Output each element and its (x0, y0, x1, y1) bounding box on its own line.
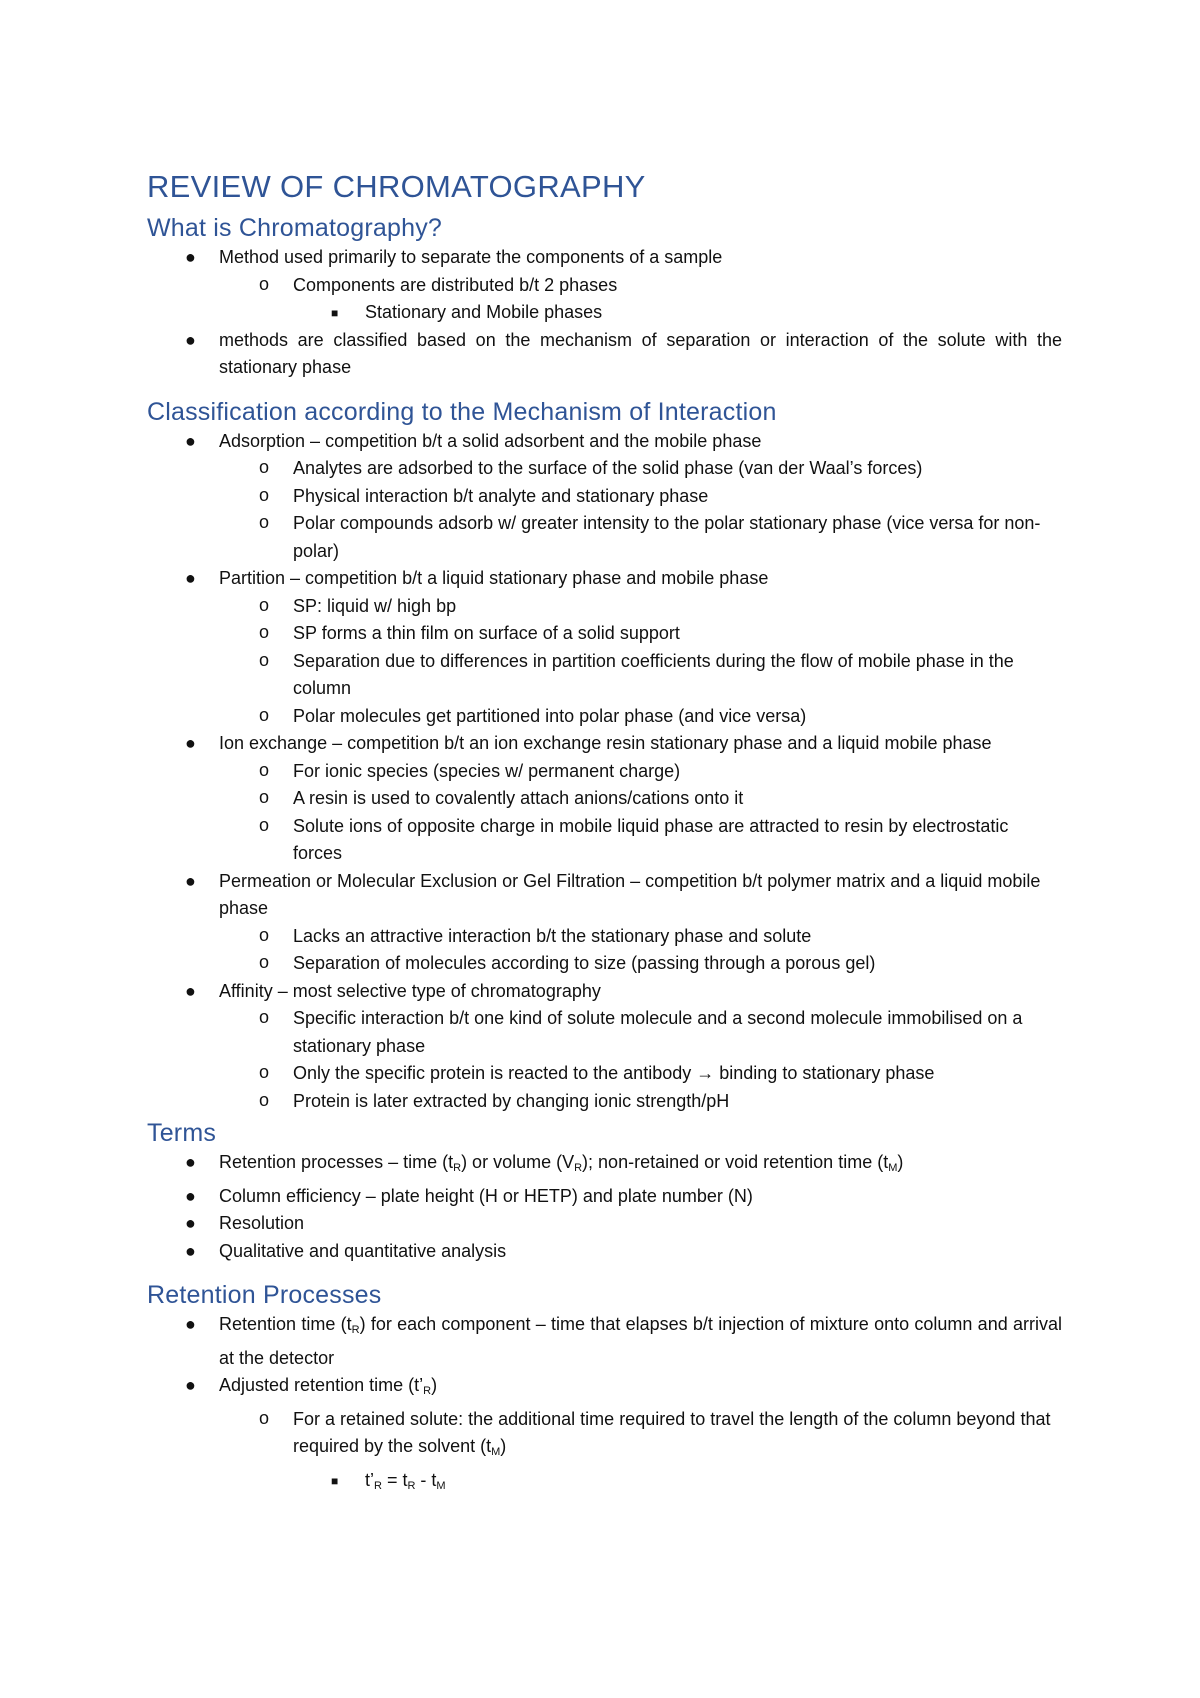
list-item (147, 299, 1062, 327)
list-item (147, 272, 1062, 327)
subscript: R (453, 1162, 462, 1174)
bullet-icon: ● (185, 1213, 196, 1233)
subscript: R (423, 1385, 432, 1397)
bullet-icon: o (259, 1062, 270, 1082)
list-item (147, 1372, 1062, 1500)
heading-classification: Classification according to the Mechanism of Interaction (147, 397, 777, 426)
bullet-icon: ● (185, 733, 196, 753)
heading-retention-processes: Retention Processes (147, 1281, 382, 1309)
bullet-icon: o (259, 814, 270, 835)
bullet-icon: o (259, 952, 270, 972)
item-text: ) (431, 1375, 438, 1395)
subscript: R (351, 1324, 360, 1336)
bullet-icon: o (259, 759, 270, 780)
bullet-icon: o (259, 1089, 270, 1110)
item-text: Retention processes – time (t (219, 1152, 454, 1172)
bullet-icon: o (259, 622, 270, 642)
bullet-icon: o (259, 273, 270, 294)
item-text: A resin is used to covalently attach anions/cations onto it (293, 788, 744, 808)
bullet-icon: o (259, 787, 270, 807)
list-item (147, 703, 1062, 731)
bullet-icon: ● (185, 329, 196, 350)
bullet-icon: o (259, 594, 270, 615)
square-bullet-icon: ■ (331, 1473, 339, 1488)
list-item (147, 244, 1062, 327)
subscript: M (491, 1446, 501, 1458)
subscript: R (574, 1162, 583, 1174)
item-text: Method used primarily to separate the components of a sample (219, 247, 723, 267)
item-text: Ion exchange – competition b/t an ion exchange resin stationary phase and a liquid mobile phase (219, 733, 992, 753)
item-text: Adjusted retention time (t’ (219, 1375, 424, 1395)
list-item (147, 1149, 1062, 1183)
list-item (147, 455, 1062, 483)
list-item (147, 813, 1062, 868)
bullet-icon: ● (185, 1240, 196, 1261)
document-page (147, 168, 1062, 1500)
item-text: Polar molecules get partitioned into polar phase (and vice versa) (293, 705, 807, 726)
item-text: Lacks an attractive interaction b/t the stationary phase and solute (293, 925, 812, 946)
arrow-right-icon: → (696, 1063, 715, 1083)
formula-text: t’ (365, 1469, 374, 1490)
heading-what-is-chromatography: What is Chromatography? (147, 214, 443, 242)
item-text: Components are distributed b/t 2 phases (293, 274, 618, 295)
item-text: Resolution (219, 1213, 305, 1233)
list-what-is (147, 244, 1062, 382)
item-text: Column efficiency – plate height (H or HETP) and plate number (N) (219, 1185, 753, 1206)
item-text: Retention time (t (219, 1314, 352, 1334)
item-text: Adsorption – competition b/t a solid adsorbent and the mobile phase (219, 430, 762, 451)
list-item (147, 868, 1062, 978)
list-item (147, 1238, 1062, 1266)
list-item (147, 1060, 1062, 1088)
list-item (147, 923, 1062, 951)
item-text: For ionic species (species w/ permanent charge) (293, 760, 681, 781)
item-text: SP forms a thin film on surface of a solid support (293, 623, 680, 643)
item-text: Permeation or Molecular Exclusion or Gel Filtration – competition b/t polymer matrix and a liquid mobile phase (219, 870, 1041, 918)
list-item (147, 510, 1062, 565)
bullet-icon: o (259, 649, 270, 670)
list-item (147, 1088, 1062, 1116)
item-text: Stationary and Mobile phases (365, 302, 603, 322)
bullet-icon: ● (185, 430, 196, 451)
item-text: ) (897, 1152, 904, 1172)
item-text: ) or volume (V (461, 1152, 575, 1172)
formula-text: = t (381, 1469, 408, 1490)
bullet-icon: ● (185, 568, 196, 588)
bullet-icon: o (259, 704, 270, 725)
heading-terms: Terms (147, 1119, 217, 1147)
list-terms (147, 1149, 1062, 1265)
list-item (147, 620, 1062, 648)
subscript: M (888, 1162, 898, 1174)
list-item (147, 758, 1062, 786)
list-item (147, 1311, 1062, 1372)
bullet-icon: ● (185, 980, 196, 1001)
list-item (147, 1406, 1062, 1501)
item-text: Separation due to differences in partition coefficients during the flow of mobile phase in the column (293, 650, 1014, 698)
formula-text: - t (415, 1469, 437, 1490)
list-item (147, 327, 1062, 382)
list-item (147, 1005, 1062, 1060)
bullet-icon: ● (185, 1375, 196, 1395)
list-item (147, 1467, 1062, 1501)
item-text: Physical interaction b/t analyte and stationary phase (293, 485, 709, 506)
bullet-icon: o (259, 1407, 270, 1428)
bullet-icon: ● (185, 1314, 196, 1334)
item-text: Separation of molecules according to size (passing through a porous gel) (293, 953, 876, 973)
subscript: M (436, 1479, 446, 1492)
list-item (147, 428, 1062, 566)
bullet-icon: ● (185, 870, 196, 891)
list-retention (147, 1311, 1062, 1500)
item-text: binding to stationary phase (719, 1063, 935, 1083)
item-text: methods are classified based on the mechanism of separation or interaction of the solute with the stationary phase (219, 329, 1062, 377)
square-bullet-icon: ■ (331, 306, 339, 320)
list-item (147, 1183, 1062, 1211)
list-item (147, 593, 1062, 621)
item-text: ) for each component – time that elapses b/t injection of mixture onto column and arrival at the detector (219, 1314, 1062, 1368)
list-item (147, 785, 1062, 813)
item-text: Protein is later extracted by changing ionic strength/pH (293, 1090, 730, 1111)
bullet-icon: ● (185, 1185, 196, 1206)
item-text: Polar compounds adsorb w/ greater intensity to the polar stationary phase (vice versa for non-polar) (293, 513, 1041, 561)
bullet-icon: o (259, 512, 270, 532)
bullet-icon: ● (185, 247, 196, 267)
list-item (147, 950, 1062, 978)
list-classification (147, 428, 1062, 1116)
list-item (147, 1210, 1062, 1238)
item-text: Partition – competition b/t a liquid stationary phase and mobile phase (219, 568, 769, 588)
bullet-icon: ● (185, 1152, 196, 1172)
item-text: ); non-retained or void retention time (t (582, 1152, 889, 1172)
bullet-icon: o (259, 1007, 270, 1027)
bullet-icon: o (259, 484, 270, 505)
document-title: REVIEW OF CHROMATOGRAPHY (147, 169, 646, 204)
formula (365, 1470, 446, 1490)
list-item (147, 565, 1062, 730)
item-text: Affinity – most selective type of chromatography (219, 980, 601, 1001)
list-item (147, 730, 1062, 868)
list-item (147, 648, 1062, 703)
item-text: ) (500, 1436, 507, 1456)
item-text: Solute ions of opposite charge in mobile liquid phase are attracted to resin by electrostatic forces (293, 815, 1009, 863)
item-text: Only the specific protein is reacted to the antibody (293, 1063, 692, 1083)
subscript: R (407, 1479, 416, 1492)
bullet-icon: o (259, 457, 270, 477)
list-item (147, 483, 1062, 511)
item-text: For a retained solute: the additional time required to travel the length of the column beyond that required by the solvent (t (293, 1408, 1051, 1456)
bullet-icon: o (259, 924, 270, 945)
item-text: Specific interaction b/t one kind of solute molecule and a second molecule immobilised on a stationary phase (293, 1008, 1023, 1056)
list-item (147, 978, 1062, 1116)
item-text: SP: liquid w/ high bp (293, 595, 457, 616)
item-text: Qualitative and quantitative analysis (219, 1240, 507, 1261)
item-text: Analytes are adsorbed to the surface of the solid phase (van der Waal’s forces) (293, 458, 923, 478)
subscript: R (374, 1479, 382, 1492)
